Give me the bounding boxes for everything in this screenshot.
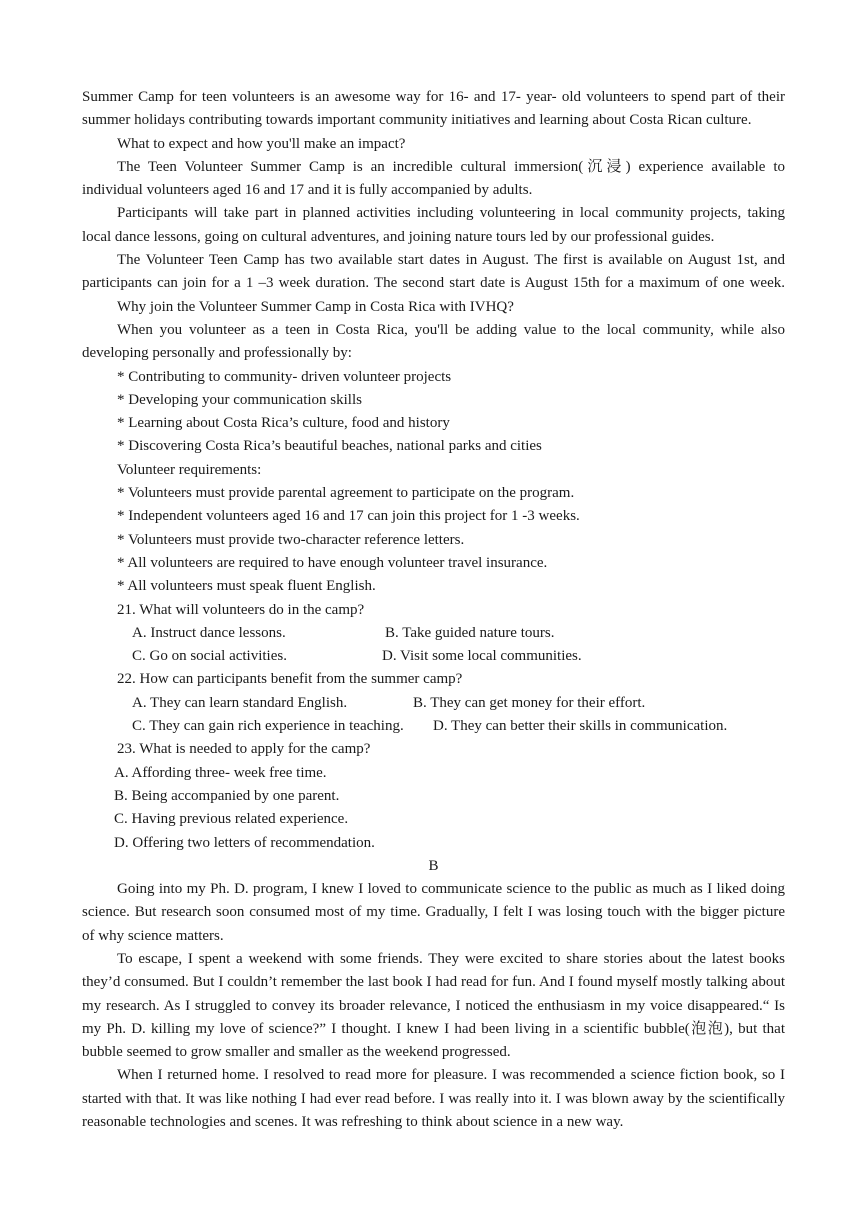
question-21-stem: 21. What will volunteers do in the camp?	[117, 601, 365, 618]
question-21-options-ab	[82, 622, 785, 645]
requirement-item: * All volunteers must speak fluent English.	[117, 578, 376, 595]
passage-a-heading-expect: What to expect and how you'll make an impact?	[117, 135, 406, 152]
passage-b-p2-line1: To escape, I spent a weekend with some friends. They were excited to share stories about the latest books	[117, 950, 785, 967]
question-23-option-c: C. Having previous related experience.	[114, 811, 349, 828]
option-d: D. They can better their skills in communication.	[433, 718, 728, 735]
passage-a-p4-line2: participants can join for a 1 –3 week duration. The second start date is August 15th for a maximum of one week.	[82, 275, 785, 292]
exam-page	[82, 86, 785, 1134]
question-23-option-b: B. Being accompanied by one parent.	[114, 787, 340, 804]
passage-b-p2-line3: my research. As I struggled to convey its broader relevance, I noticed the enthusiasm in my voice disappeared.“ Is	[82, 997, 785, 1014]
passage-a-p2-line1: The Teen Volunteer Summer Camp is an incredible cultural immersion(沉浸) experience available to	[117, 158, 785, 175]
option-b: B. Take guided nature tours.	[385, 624, 555, 641]
passage-a-p4-line1: The Volunteer Teen Camp has two available start dates in August. The first is available on August 1st, and	[117, 252, 785, 269]
passage-b-p1-line2: science. But research soon consumed most of my time. Gradually, I felt I was losing touch with the bigger picture	[82, 904, 785, 921]
option-a: A. Instruct dance lessons.	[132, 624, 286, 641]
question-22-options-ab	[82, 692, 785, 715]
passage-b-p3-line2: started with that. It was like nothing I had ever read before. I was really into it. I was blown away by the scientifically	[82, 1090, 785, 1107]
option-c: C. They can gain rich experience in teaching.	[132, 718, 404, 735]
requirement-item: * Independent volunteers aged 16 and 17 can join this project for 1 -3 weeks.	[117, 508, 580, 525]
question-23-stem: 23. What is needed to apply for the camp?	[117, 741, 371, 758]
passage-b-p2-line4: my Ph. D. killing my love of science?” I thought. I knew I had been living in a scientific bubble(泡泡), but that	[82, 1020, 785, 1037]
question-23-option-d: D. Offering two letters of recommendation.	[114, 834, 375, 851]
option-a: A. They can learn standard English.	[132, 694, 348, 711]
question-23-option-a: A. Affording three- week free time.	[114, 764, 327, 781]
passage-a-p1-line2: summer holidays contributing towards important community initiatives and learning about Costa Rican culture.	[82, 112, 752, 129]
question-21-options-cd	[82, 645, 785, 668]
option-c: C. Go on social activities.	[132, 648, 287, 665]
passage-a-p3-line1: Participants will take part in planned activities including volunteering in local community projects, taking	[117, 205, 785, 222]
option-b: B. They can get money for their effort.	[413, 694, 646, 711]
passage-b-p1-line1: Going into my Ph. D. program, I knew I loved to communicate science to the public as much as I liked doing	[117, 881, 785, 898]
question-22-options-cd	[82, 715, 785, 738]
passage-a-p1-line1: Summer Camp for teen volunteers is an awesome way for 16- and 17- year- old volunteers to spend part of their	[82, 89, 785, 105]
question-22-stem: 22. How can participants benefit from the summer camp?	[117, 671, 463, 688]
passage-b-p2-line5: bubble seemed to grow smaller and smaller as the weekend progressed.	[82, 1044, 511, 1061]
requirement-item: * All volunteers are required to have enough volunteer travel insurance.	[117, 554, 548, 571]
benefit-item: * Contributing to community- driven volunteer projects	[117, 368, 452, 385]
passage-a-p5-line2: developing personally and professionally by:	[82, 345, 352, 362]
passage-b-p1-line3: of why science matters.	[82, 927, 224, 944]
passage-b-p3-line1: When I returned home. I resolved to read more for pleasure. I was recommended a science fiction book, so I	[117, 1067, 785, 1084]
passage-a-heading-why-join: Why join the Volunteer Summer Camp in Costa Rica with IVHQ?	[117, 298, 514, 315]
passage-a-p3-line2: local dance lessons, going on cultural adventures, and joining nature tours led by our professional guides.	[82, 228, 715, 245]
benefit-item: * Discovering Costa Rica’s beautiful beaches, national parks and cities	[117, 438, 542, 455]
requirements-heading: Volunteer requirements:	[117, 461, 262, 478]
passage-a-p2-line2: individual volunteers aged 16 and 17 and it is fully accompanied by adults.	[82, 182, 533, 199]
passage-b-p2-line2: they’d consumed. But I couldn’t remember the last book I had read for fun. And I found myself mostly talking about	[82, 974, 785, 991]
requirement-item: * Volunteers must provide parental agreement to participate on the program.	[117, 485, 575, 502]
passage-b-p3-line3: reasonable technologies and scenes. It was refreshing to think about science in a new way.	[82, 1114, 624, 1131]
passage-a-p5-line1: When you volunteer as a teen in Costa Rica, you'll be adding value to the local community, while also	[117, 321, 785, 338]
benefit-item: * Learning about Costa Rica’s culture, food and history	[117, 415, 450, 432]
option-d: D. Visit some local communities.	[382, 648, 582, 665]
benefit-item: * Developing your communication skills	[117, 391, 362, 408]
passage-b-label: B	[428, 857, 439, 874]
requirement-item: * Volunteers must provide two-character reference letters.	[117, 531, 465, 548]
